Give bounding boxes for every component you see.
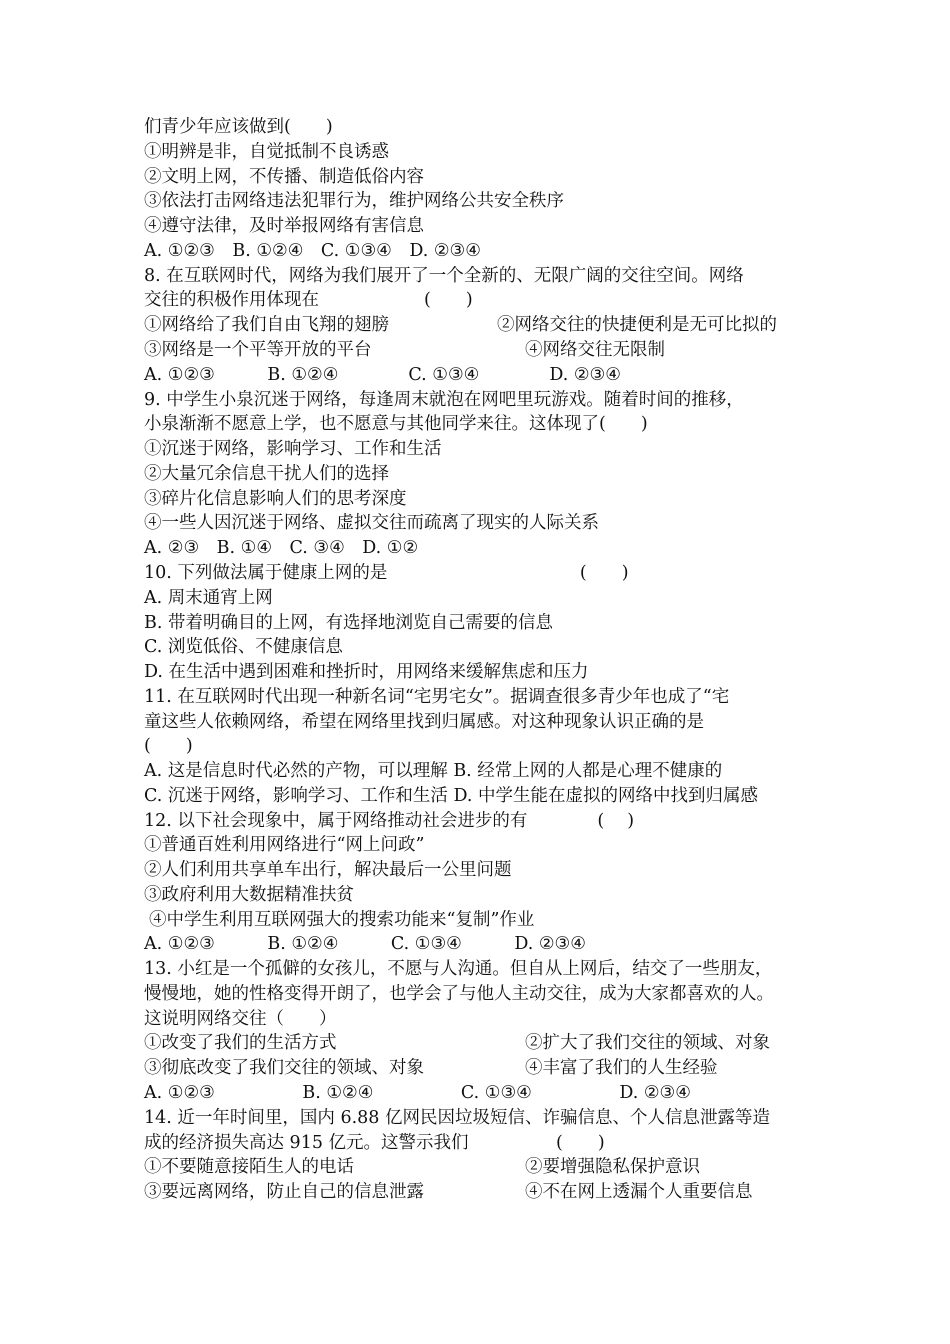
option-statement: ①不要随意接陌生人的电话 [144, 1157, 354, 1177]
option-statement: ③依法打击网络违法犯罪行为，维护网络公共安全秩序 [144, 191, 564, 211]
option-statement: ②大量冗余信息干扰人们的选择 [144, 464, 389, 484]
question-8-text: 交往的积极作用体现在 ( ) [144, 290, 473, 310]
option-statement: ②要增强隐私保护意识 [525, 1157, 700, 1177]
option-statement: ④网络交往无限制 [525, 340, 665, 360]
option-statement: ②网络交往的快捷便利是无可比拟的 [497, 315, 777, 335]
answer-choices: A. 这是信息时代必然的产物，可以理解 B. 经常上网的人都是心理不健康的 [144, 761, 723, 781]
option-statement: ①改变了我们的生活方式 [144, 1033, 337, 1053]
answer-choices: A. ②③ B. ①④ C. ③④ D. ①② [144, 538, 419, 558]
option-statement: ②文明上网，不传播、制造低俗内容 [144, 167, 424, 187]
question-11-text: ( ) [144, 736, 193, 756]
option-statement: ③要远离网络，防止自己的信息泄露 [144, 1182, 424, 1202]
answer-choices: A. ①②③ B. ①②④ C. ①③④ D. ②③④ [144, 934, 586, 954]
question-text-line: 们青少年应该做到( ) [144, 117, 333, 137]
question-13-text: 慢慢地，她的性格变得开朗了，也学会了与他人主动交往，成为大家都喜欢的人。 [144, 984, 774, 1004]
answer-choice: C. 浏览低俗、不健康信息 [144, 637, 343, 657]
question-12-text: 12. 以下社会现象中，属于网络推动社会进步的有 ( ) [144, 811, 635, 831]
option-statement: ①明辨是非，自觉抵制不良诱惑 [144, 142, 389, 162]
question-9-text: 9. 中学生小泉沉迷于网络，每逢周末就泡在网吧里玩游戏。随着时间的推移， [144, 390, 744, 410]
answer-choice: D. 在生活中遇到困难和挫折时，用网络来缓解焦虑和压力 [144, 662, 589, 682]
option-statement: ③网络是一个平等开放的平台 [144, 340, 372, 360]
option-statement: ②扩大了我们交往的领域、对象 [525, 1033, 770, 1053]
option-statement: ④一些人因沉迷于网络、虚拟交往而疏离了现实的人际关系 [144, 513, 599, 533]
option-statement: ③碎片化信息影响人们的思考深度 [144, 489, 407, 509]
option-statement: ③彻底改变了我们交往的领域、对象 [144, 1058, 424, 1078]
question-14-text: 成的经济损失高达 915 亿元。这警示我们 ( ) [144, 1133, 605, 1153]
option-statement: ①普通百姓利用网络进行“网上问政” [144, 835, 425, 855]
option-statement: ④遵守法律，及时举报网络有害信息 [144, 216, 424, 236]
question-11-text: 童这些人依赖网络，希望在网络里找到归属感。对这种现象认识正确的是 [144, 712, 704, 732]
question-11-text: 11. 在互联网时代出现一种新名词“宅男宅女”。据调查很多青少年也成了“宅 [144, 687, 730, 707]
answer-choices: C. 沉迷于网络，影响学习、工作和生活 D. 中学生能在虚拟的网络中找到归属感 [144, 786, 758, 806]
option-statement: ④中学生利用互联网强大的搜索功能来“复制”作业 [149, 910, 535, 930]
question-9-text: 小泉渐渐不愿意上学，也不愿意与其他同学来往。这体现了( ) [144, 414, 648, 434]
question-13-text: 13. 小红是一个孤僻的女孩儿，不愿与人沟通。但自从上网后，结交了一些朋友， [144, 959, 773, 979]
answer-choices: A. ①②③ B. ①②④ C. ①③④ D. ②③④ [144, 1083, 691, 1103]
question-10-text: 10. 下列做法属于健康上网的是 ( ) [144, 563, 629, 583]
question-13-text: 这说明网络交往（ ） [144, 1009, 337, 1029]
answer-choices: A. ①②③ B. ①②④ C. ①③④ D. ②③④ [144, 365, 621, 385]
option-statement: ②人们利用共享单车出行，解决最后一公里问题 [144, 860, 512, 880]
answer-choice: B. 带着明确目的上网，有选择地浏览自己需要的信息 [144, 613, 553, 633]
option-statement: ③政府利用大数据精准扶贫 [144, 885, 354, 905]
option-statement: ④不在网上透漏个人重要信息 [525, 1182, 753, 1202]
answer-choices: A. ①②③ B. ①②④ C. ①③④ D. ②③④ [144, 241, 481, 261]
option-statement: ①沉迷于网络，影响学习、工作和生活 [144, 439, 442, 459]
answer-choice: A. 周末通宵上网 [144, 588, 273, 608]
question-14-text: 14. 近一年时间里，国内 6.88 亿网民因垃圾短信、诈骗信息、个人信息泄露等造 [144, 1108, 770, 1128]
option-statement: ④丰富了我们的人生经验 [525, 1058, 718, 1078]
option-statement: ①网络给了我们自由飞翔的翅膀 [144, 315, 389, 335]
question-8-text: 8. 在互联网时代，网络为我们展开了一个全新的、无限广阔的交往空间。网络 [144, 266, 744, 286]
